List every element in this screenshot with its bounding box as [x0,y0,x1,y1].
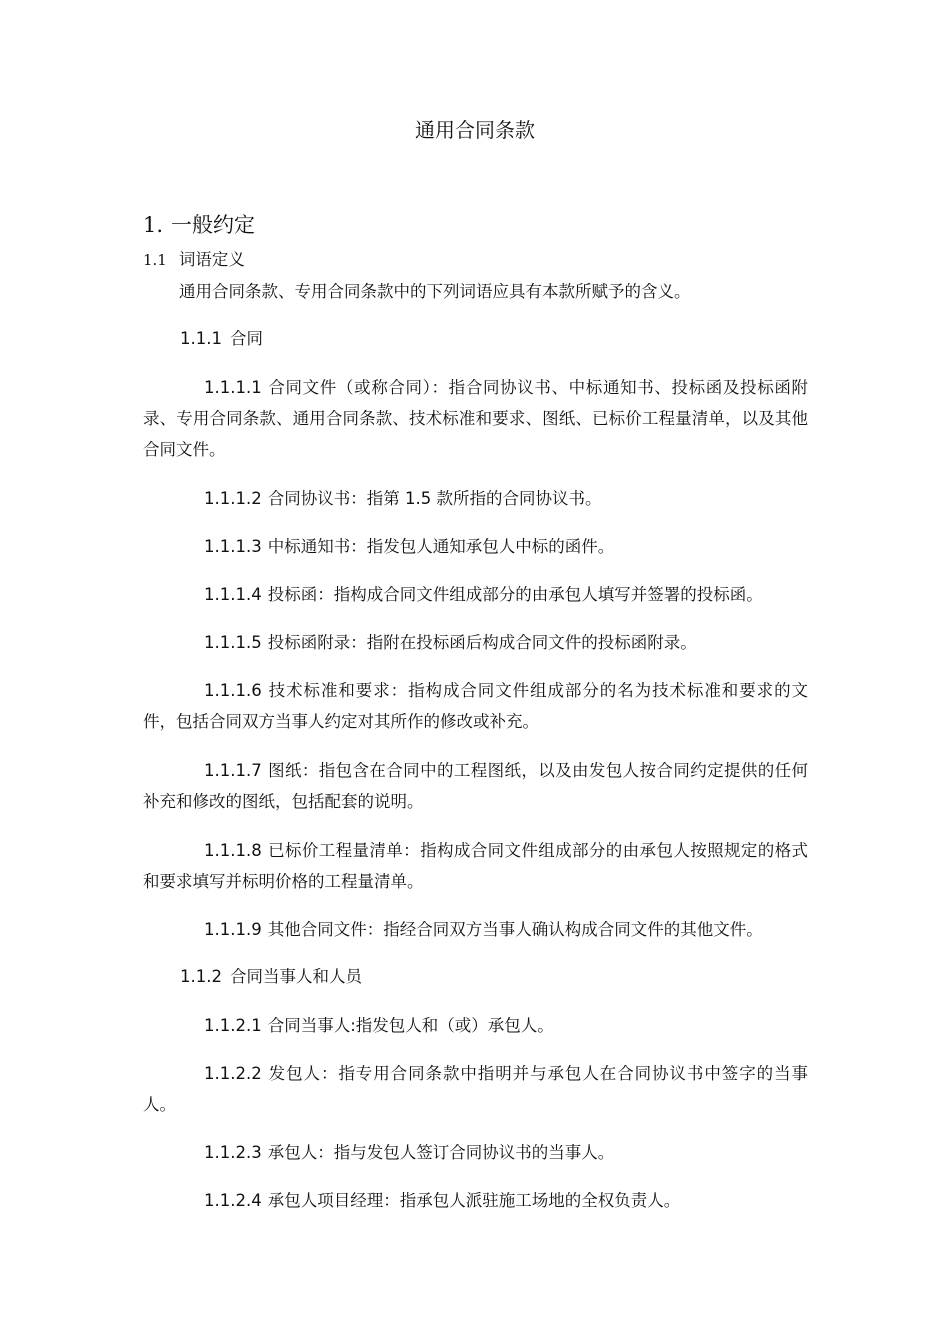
item-number: 1.1.1.9 [204,920,262,939]
subsection-title: 词语定义 [178,250,245,269]
clause-item-1-1-1-9 [143,914,808,945]
clause-item-1-1-1-8 [143,835,808,897]
section-number: 1. [143,213,164,237]
item-number: 1.1.1.2 [204,489,262,508]
clause-number: 1.1.2 [180,967,222,986]
clause-title: 合同 [229,329,263,348]
item-text: 承包人项目经理：指承包人派驻施工场地的全权负责人。 [267,1191,681,1210]
subsection-number: 1.1 [143,251,167,269]
clause-item-1-1-2-1 [143,1010,808,1041]
item-text: 合同协议书：指第 1.5 款所指的合同协议书。 [267,489,602,508]
section-heading [143,210,255,240]
item-number: 1.1.1.7 [204,761,262,780]
clause-item-1-1-1-7 [143,755,808,817]
item-number: 1.1.1.6 [204,681,262,700]
clause-item-1-1-2-4 [143,1185,808,1216]
item-text: 中标通知书：指发包人通知承包人中标的函件。 [267,537,615,556]
item-text: 其他合同文件：指经合同双方当事人确认构成合同文件的其他文件。 [267,920,763,939]
item-text: 投标函：指构成合同文件组成部分的由承包人填写并签署的投标函。 [267,585,763,604]
item-text: 已标价工程量清单：指构成合同文件组成部分的由承包人按照规定的格式和要求填写并标明价格的工程量清单。 [143,841,808,891]
clause-item-1-1-1-6 [143,675,808,737]
clause-item-1-1-1-4 [143,579,808,610]
clause-item-1-1-1-1 [143,372,808,465]
item-text: 发包人：指专用合同条款中指明并与承包人在合同协议书中签字的当事人。 [143,1064,808,1114]
clause-heading-1-1-2 [180,965,362,989]
intro-paragraph: 通用合同条款、专用合同条款中的下列词语应具有本款所赋予的含义。 [179,282,691,301]
clause-item-1-1-2-2 [143,1058,808,1120]
clause-item-1-1-1-3 [143,531,808,562]
item-text: 承包人：指与发包人签订合同协议书的当事人。 [267,1143,615,1162]
item-number: 1.1.1.3 [204,537,262,556]
item-number: 1.1.2.2 [204,1064,262,1083]
item-number: 1.1.2.3 [204,1143,262,1162]
clause-title: 合同当事人和人员 [229,967,362,986]
item-text: 图纸：指包含在合同中的工程图纸，以及由发包人按合同约定提供的任何补充和修改的图纸，包括配套的说明。 [143,761,808,811]
section-title: 一般约定 [171,213,256,237]
item-text: 技术标准和要求：指构成合同文件组成部分的名为技术标准和要求的文件，包括合同双方当事人约定对其所作的修改或补充。 [143,681,808,731]
item-number: 1.1.1.1 [204,378,262,397]
clause-number: 1.1.1 [180,329,222,348]
clause-item-1-1-1-5 [143,627,808,658]
document-title: 通用合同条款 [415,118,535,142]
item-text: 合同当事人:指发包人和（或）承包人。 [267,1016,554,1035]
item-number: 1.1.1.4 [204,585,262,604]
item-number: 1.1.1.8 [204,841,262,860]
item-number: 1.1.1.5 [204,633,262,652]
clause-item-1-1-2-3 [143,1137,808,1168]
subsection-heading [143,248,245,272]
clause-item-1-1-1-2 [143,483,808,514]
item-number: 1.1.2.4 [204,1191,262,1210]
clause-heading-1-1-1 [180,327,263,351]
item-text: 合同文件（或称合同）：指合同协议书、中标通知书、投标函及投标函附录、专用合同条款、通用合同条款、技术标准和要求、图纸、已标价工程量清单，以及其他合同文件。 [143,378,808,459]
item-text: 投标函附录：指附在投标函后构成合同文件的投标函附录。 [267,633,697,652]
item-number: 1.1.2.1 [204,1016,262,1035]
